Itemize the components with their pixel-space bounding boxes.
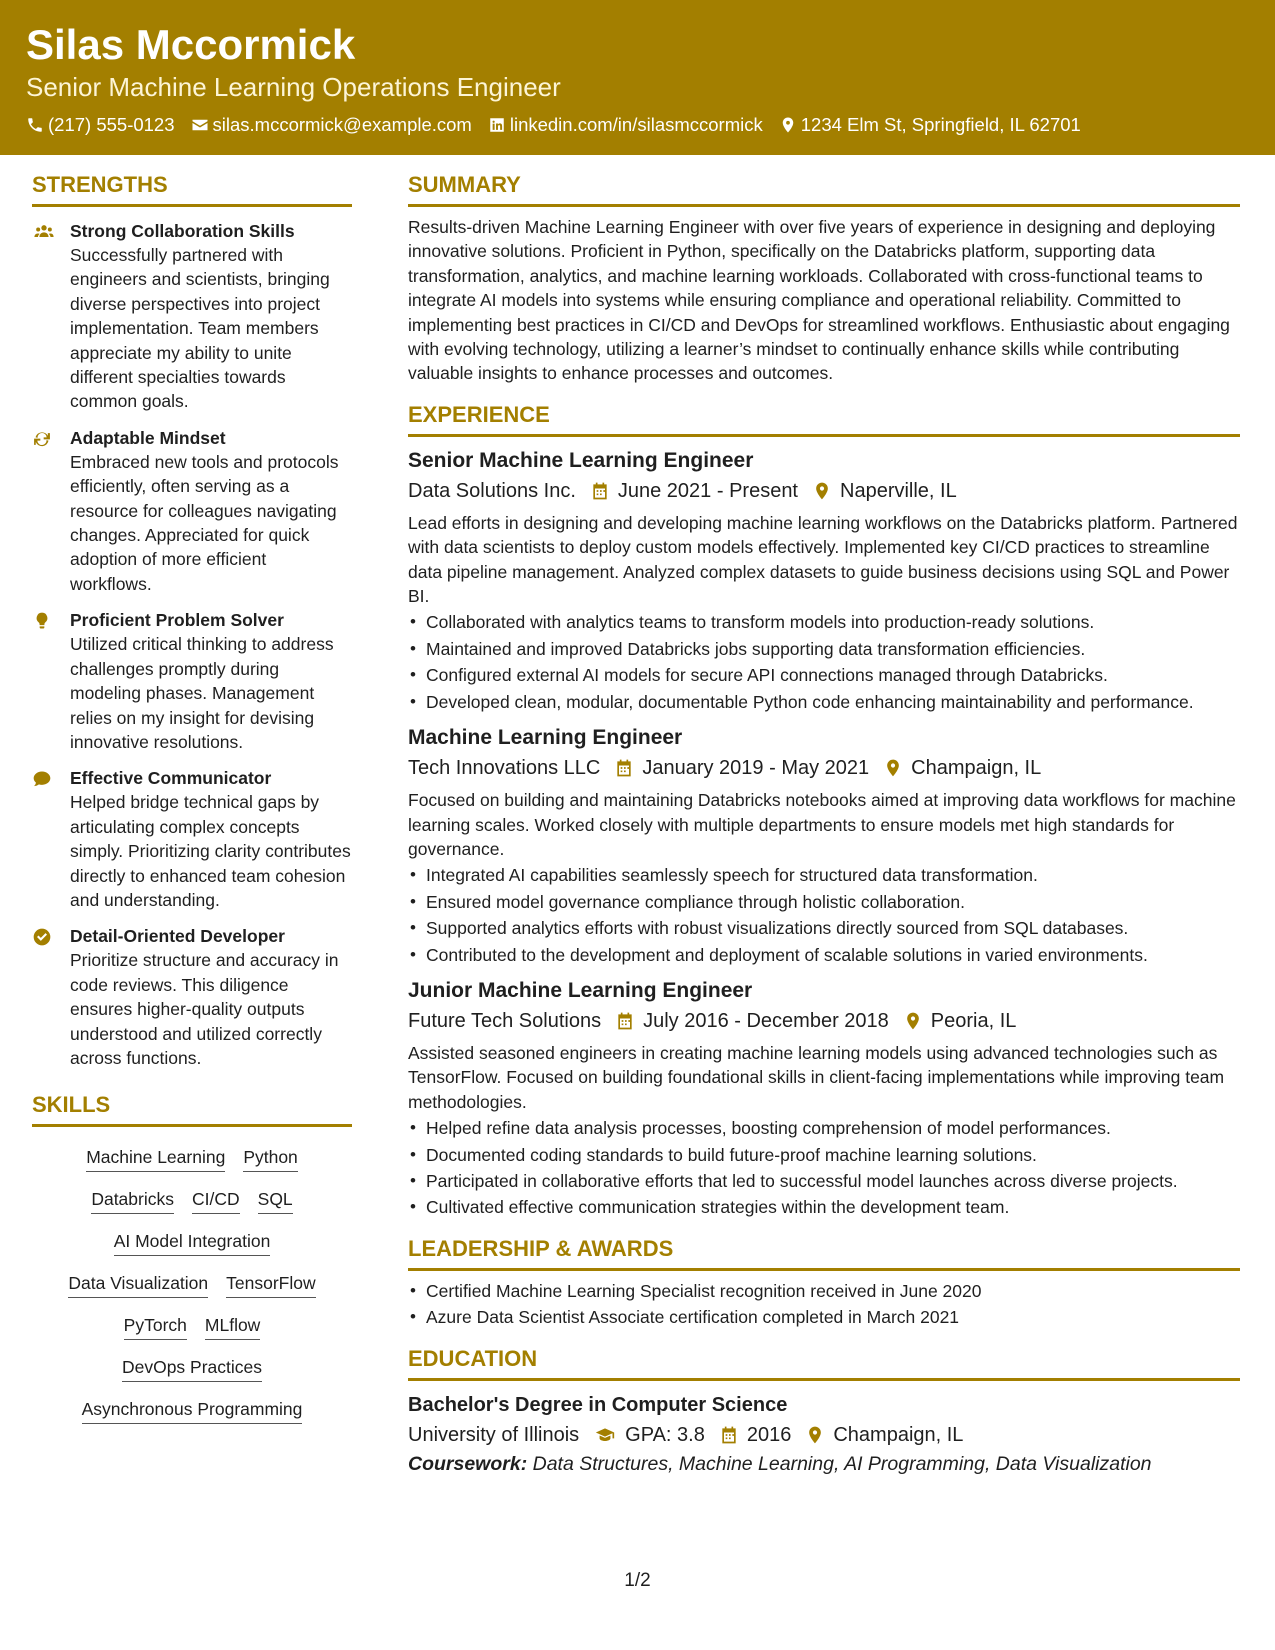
strength-item xyxy=(32,608,352,754)
job-bullets xyxy=(408,863,1240,967)
lightbulb-icon xyxy=(32,611,52,631)
candidate-name: Silas Mccormick xyxy=(26,21,356,68)
company-name: Future Tech Solutions xyxy=(408,1009,602,1032)
strength-title: Detail-Oriented Developer xyxy=(70,926,285,947)
education-location: Champaign, IL xyxy=(833,1423,964,1446)
job-description: Lead efforts in designing and developing machine learning workflows on the Databricks platform. Partnered with data scientists to deploy custom models effectively. Implemented key CI/CD practices to streamline data pipeline management. Analyzed complex datasets to guide business decisions using SQL and Power BI. xyxy=(408,512,1238,607)
job-bullets xyxy=(408,1116,1240,1220)
linkedin-icon xyxy=(488,116,506,134)
job-location: Peoria, IL xyxy=(930,1009,1017,1032)
map-marker-icon xyxy=(805,1425,825,1445)
contact-linkedin[interactable] xyxy=(488,114,763,136)
strength-title: Effective Communicator xyxy=(70,768,272,789)
strengths-heading: STRENGTHS xyxy=(32,172,352,207)
degree-title: Bachelor's Degree in Computer Science xyxy=(408,1393,788,1416)
skill-tag: TensorFlow xyxy=(226,1271,315,1298)
experience-heading: EXPERIENCE xyxy=(408,402,1240,437)
strength-desc: Embraced new tools and protocols efficiently, often serving as a resource for colleagues navigating changes. Appreciated for quick adoption of more efficient workflows. xyxy=(70,451,339,594)
skill-tag: Python xyxy=(243,1145,297,1172)
strength-item xyxy=(32,924,352,1070)
job-meta xyxy=(408,1006,1240,1036)
candidate-title: Senior Machine Learning Operations Engineer xyxy=(26,72,561,103)
left-column xyxy=(32,172,352,1424)
job-bullet: • Helped refine data analysis processes, boosting comprehension of model performances. xyxy=(408,1116,1240,1140)
education-meta xyxy=(408,1420,1240,1450)
linkedin-text: linkedin.com/in/silasmccormick xyxy=(509,113,763,135)
school-name: University of Illinois xyxy=(408,1423,580,1446)
coursework-label: Coursework: xyxy=(408,1452,528,1475)
skill-tag: Machine Learning xyxy=(86,1145,225,1172)
summary-heading: SUMMARY xyxy=(408,172,1240,207)
email-text: silas.mccormick@example.com xyxy=(212,113,472,135)
strength-item xyxy=(32,426,352,596)
skill-tag: Data Visualization xyxy=(68,1271,208,1298)
skills-heading: SKILLS xyxy=(32,1092,352,1127)
skills-list xyxy=(32,1145,352,1424)
phone-text: (217) 555-0123 xyxy=(48,113,175,135)
job-meta xyxy=(408,753,1240,783)
job-dates: July 2016 - December 2018 xyxy=(643,1009,889,1032)
education-heading: EDUCATION xyxy=(408,1346,1240,1381)
strength-title: Adaptable Mindset xyxy=(70,427,226,448)
company-name: Data Solutions Inc. xyxy=(408,479,576,502)
job-bullet: • Collaborated with analytics teams to transform models into production-ready solutions. xyxy=(408,610,1240,634)
job-meta xyxy=(408,476,1240,506)
contact-email[interactable] xyxy=(191,114,472,136)
job-title: Junior Machine Learning Engineer xyxy=(408,978,753,1002)
skill-tag: MLflow xyxy=(205,1313,260,1340)
job-description: Focused on building and maintaining Databricks notebooks aimed at improving data workflows for machine learning scales. Worked closely with multiple departments to ensure models met high standards for governance. xyxy=(408,790,1236,859)
strength-item xyxy=(32,766,352,912)
strength-title: Strong Collaboration Skills xyxy=(70,221,295,241)
job-title: Senior Machine Learning Engineer xyxy=(408,448,754,472)
address-text: 1234 Elm St, Springfield, IL 62701 xyxy=(800,113,1081,135)
job-bullet: • Documented coding standards to build future-proof machine learning solutions. xyxy=(408,1143,1240,1167)
strength-item xyxy=(32,219,352,414)
graduation-cap-icon xyxy=(593,1425,617,1445)
job-bullet: • Ensured model governance compliance through holistic collaboration. xyxy=(408,890,1240,914)
skill-tag: CI/CD xyxy=(192,1187,240,1214)
skill-tag: Databricks xyxy=(91,1187,174,1214)
job-entry xyxy=(408,977,1240,1220)
resume-header xyxy=(0,0,1275,155)
skill-tag: PyTorch xyxy=(124,1313,187,1340)
coursework-list: Data Structures, Machine Learning, AI Programming, Data Visualization xyxy=(532,1452,1152,1475)
calendar-icon xyxy=(590,481,610,501)
map-marker-icon xyxy=(883,758,903,778)
job-location: Naperville, IL xyxy=(840,479,957,502)
gpa: GPA: 3.8 xyxy=(625,1423,705,1446)
contact-address xyxy=(779,114,1081,136)
calendar-icon xyxy=(719,1425,739,1445)
comment-icon xyxy=(32,769,52,789)
contact-bar xyxy=(26,114,1249,136)
job-bullet: • Participated in collaborative efforts that led to successful model launches across diverse projects. xyxy=(408,1169,1240,1193)
envelope-icon xyxy=(191,116,209,134)
map-marker-icon xyxy=(779,116,797,134)
job-bullet: • Cultivated effective communication strategies within the development team. xyxy=(408,1195,1240,1219)
strength-desc: Helped bridge technical gaps by articulating complex concepts simply. Prioritizing clarity contributes directly to enhanced team cohesion and understanding. xyxy=(70,792,351,910)
job-bullets xyxy=(408,610,1240,714)
job-dates: June 2021 - Present xyxy=(617,479,798,502)
job-bullet: • Developed clean, modular, documentable Python code enhancing maintainability and performance. xyxy=(408,690,1240,714)
job-bullet: • Maintained and improved Databricks jobs supporting data transformation efficiencies. xyxy=(408,637,1240,661)
graduation-year: 2016 xyxy=(746,1423,792,1446)
map-marker-icon xyxy=(812,481,832,501)
job-bullet: • Supported analytics efforts with robust visualizations directly sourced from SQL databases. xyxy=(408,916,1240,940)
strength-desc: Successfully partnered with engineers and scientists, bringing diverse perspectives into project implementation. Team members appreciate my ability to unite different specialties towards common goals. xyxy=(70,245,330,412)
job-dates: January 2019 - May 2021 xyxy=(642,757,870,780)
right-column xyxy=(408,172,1240,1478)
check-circle-icon xyxy=(32,927,52,947)
job-description: Assisted seasoned engineers in creating machine learning models using advanced technologies such as TensorFlow. Focused on building foundational skills in client-facing implementations while improving team methodologies. xyxy=(408,1042,1225,1112)
skill-tag: AI Model Integration xyxy=(114,1229,271,1256)
skill-tag: Asynchronous Programming xyxy=(82,1397,303,1424)
leadership-list xyxy=(408,1279,1240,1330)
contact-phone[interactable] xyxy=(26,114,175,136)
leadership-heading: LEADERSHIP & AWARDS xyxy=(408,1236,1240,1271)
strength-title: Proficient Problem Solver xyxy=(70,610,284,631)
job-bullet: • Integrated AI capabilities seamlessly speech for structured data transformation. xyxy=(408,863,1240,887)
summary-text: Results-driven Machine Learning Engineer with over five years of experience in designing and deploying innovative solutions. Proficient in Python, specifically on the Databricks platform, supporting data transformation, analytics, and machine learning workloads. Collaborated with cross-functional teams to integrate AI models into systems while ensuring compliance and operational reliability. Committed to implementing best practices in CI/CD and DevOps for streamlined workflows. Enthusiastic about engaging with evolving technology, utilizing a learner’s mindset to continually enhance skills while contributing valuable insights to enhance processes and outcomes. xyxy=(408,217,1230,384)
job-location: Champaign, IL xyxy=(911,757,1042,780)
page-number: 1/2 xyxy=(624,1570,651,1591)
skill-tag: DevOps Practices xyxy=(122,1355,262,1382)
company-name: Tech Innovations LLC xyxy=(408,757,601,780)
strength-desc: Utilized critical thinking to address challenges promptly during modeling phases. Management relies on my insight for devising innovative resolutions. xyxy=(70,634,334,752)
job-entry xyxy=(408,724,1240,967)
job-title: Machine Learning Engineer xyxy=(408,726,683,750)
phone-icon xyxy=(26,116,44,134)
strength-desc: Prioritize structure and accuracy in code reviews. This diligence ensures higher-quality outputs understood and utilized correctly across functions. xyxy=(70,950,339,1068)
map-marker-icon xyxy=(903,1011,923,1031)
skill-tag: SQL xyxy=(258,1187,293,1214)
job-bullet: • Configured external AI models for secure API connections managed through Databricks. xyxy=(408,663,1240,687)
calendar-icon xyxy=(614,758,634,778)
job-bullet: • Contributed to the development and deployment of scalable solutions in varied environments. xyxy=(408,943,1240,967)
sync-icon xyxy=(32,429,52,449)
coursework xyxy=(408,1450,1240,1478)
users-icon xyxy=(32,222,56,242)
calendar-icon xyxy=(615,1011,635,1031)
job-entry xyxy=(408,447,1240,714)
award-item: • Azure Data Scientist Associate certification completed in March 2021 xyxy=(408,1305,1240,1329)
award-item: • Certified Machine Learning Specialist recognition received in June 2020 xyxy=(408,1279,1240,1303)
